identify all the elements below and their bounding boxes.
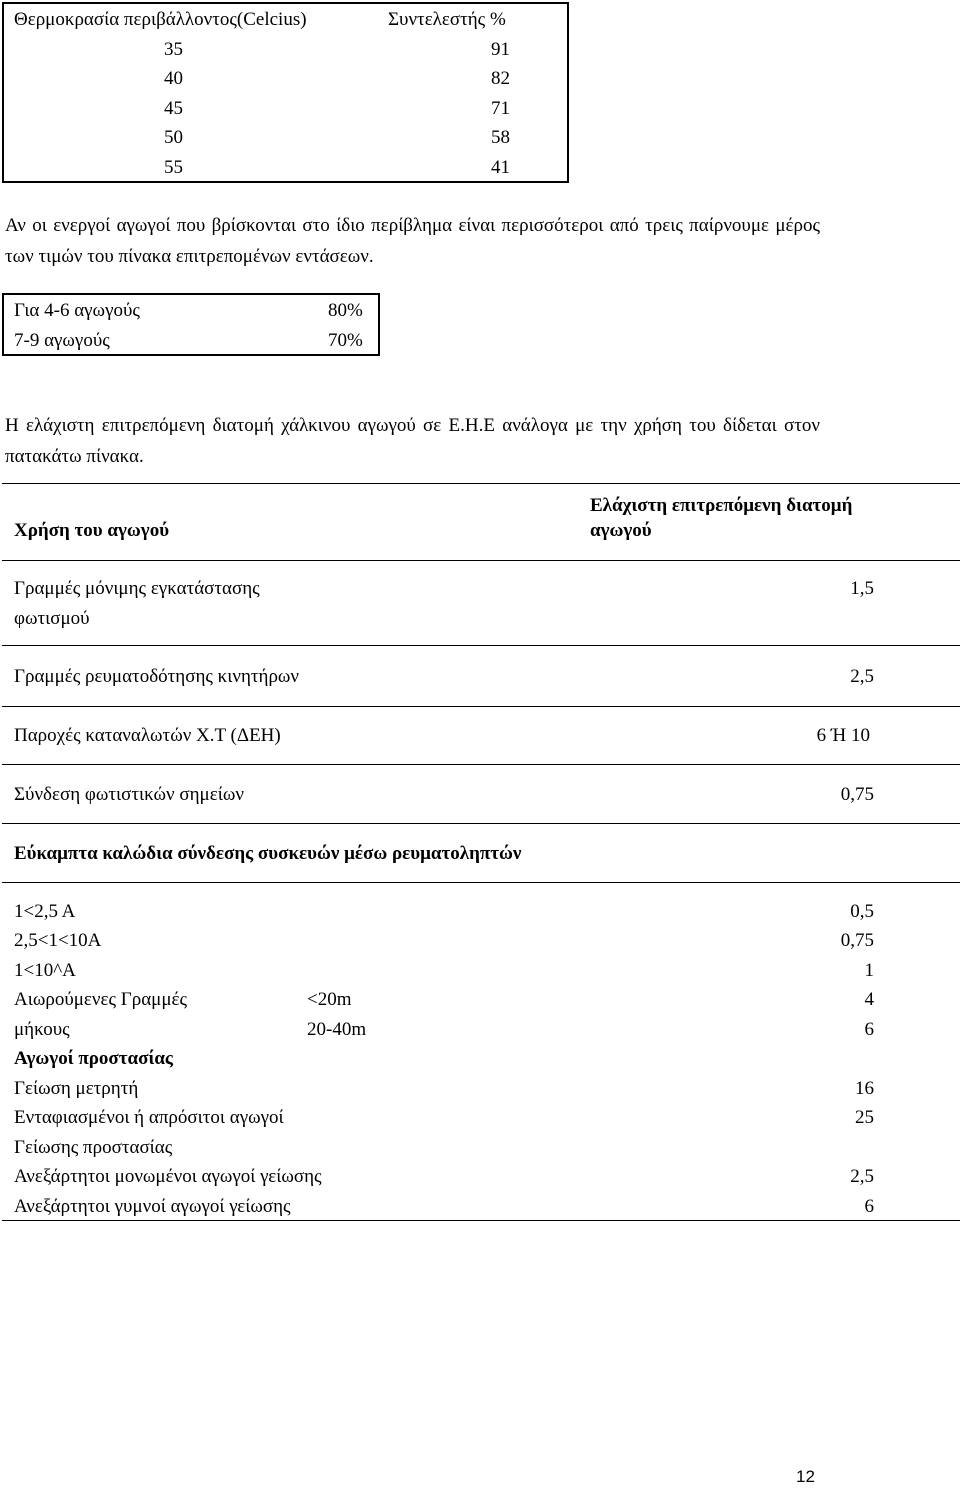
section-value: 16 <box>855 1078 874 1099</box>
protection-label: Ενταφιασμένοι ή απρόσιτοι αγωγοί <box>14 1107 284 1128</box>
table-bottom-rule <box>2 1220 960 1221</box>
protection-label: Γείωσης προστασίας <box>14 1137 173 1158</box>
page-number: 12 <box>796 1467 815 1486</box>
row-divider <box>2 882 960 883</box>
use-label-cont: φωτισμού <box>14 608 90 629</box>
section-value: 0,5 <box>850 901 874 922</box>
section-value: 2,5 <box>850 666 874 687</box>
current-range-label: 1<2,5 A <box>14 901 76 922</box>
row-divider <box>2 823 960 824</box>
section-column-header-cont: αγωγού <box>590 520 652 541</box>
min-section-paragraph: Η ελάχιστη επιτρεπόμενη διατομή χάλκινου αγωγού σε Ε.Η.Ε ανάλογα με την χρήση του δίδεται στον πατακάτω πίνακα. <box>5 415 820 467</box>
temperature-column-header: Θερμοκρασία περιβάλλοντος(Celcius) <box>14 9 307 30</box>
protection-label: Ανεξάρτητοι γυμνοί αγωγοί γείωσης <box>14 1196 291 1217</box>
aerial-lines-label-cont: μήκους <box>14 1019 70 1040</box>
factor-cell: 41 <box>491 157 510 178</box>
use-column-header: Χρήση του αγωγού <box>14 520 170 541</box>
section-value: 1,5 <box>850 578 874 599</box>
section-value: 1 <box>864 960 874 981</box>
table-top-rule <box>2 483 960 484</box>
section-value: 25 <box>855 1107 874 1128</box>
temperature-cell: 55 <box>164 157 183 178</box>
current-range-label: 2,5<1<10A <box>14 930 102 951</box>
temperature-cell: 40 <box>164 68 183 89</box>
section-value: 6 <box>864 1196 874 1217</box>
factor-cell: 82 <box>491 68 510 89</box>
protection-label: Γείωση μετρητή <box>14 1078 139 1099</box>
current-range-label: 1<10^A <box>14 960 76 981</box>
use-label: Γραμμές ρευματοδότησης κινητήρων <box>14 666 300 687</box>
protection-conductors-heading: Αγωγοί προστασίας <box>14 1048 173 1069</box>
group-value: 80% <box>328 300 363 321</box>
section-value: 6 <box>864 1019 874 1040</box>
aerial-length-range: <20m <box>307 989 352 1010</box>
row-divider <box>2 645 960 646</box>
row-divider <box>2 706 960 707</box>
factor-column-header: Συντελεστής % <box>388 9 506 30</box>
row-divider <box>2 764 960 765</box>
section-column-header: Ελάχιστη επιτρεπόμενη διατομή <box>590 495 853 516</box>
protection-label: Ανεξάρτητοι μονωμένοι αγωγοί γείωσης <box>14 1166 322 1187</box>
factor-cell: 71 <box>491 98 510 119</box>
group-value: 70% <box>328 330 363 351</box>
temperature-cell: 50 <box>164 127 183 148</box>
flex-cables-heading: Εύκαμπτα καλώδια σύνδεσης συσκευών μέσω ρευματοληπτών <box>14 843 522 864</box>
temperature-cell: 45 <box>164 98 183 119</box>
section-value: 2,5 <box>850 1166 874 1187</box>
section-value: 6 Ή 10 <box>816 725 870 746</box>
aerial-lines-label: Αιωρούμενες Γραμμές <box>14 989 188 1010</box>
aerial-length-range: 20-40m <box>307 1019 367 1040</box>
group-label: Για 4-6 αγωγούς <box>14 300 140 321</box>
group-label: 7-9 αγωγούς <box>14 330 110 351</box>
use-label: Σύνδεση φωτιστικών σημείων <box>14 784 244 805</box>
use-label: Γραμμές μόνιμης εγκατάστασης <box>14 578 260 599</box>
use-label: Παροχές καταναλωτών Χ.Τ (ΔΕΗ) <box>14 725 281 746</box>
section-value: 4 <box>864 989 874 1010</box>
factor-cell: 91 <box>491 39 510 60</box>
header-divider <box>2 560 960 561</box>
section-value: 0,75 <box>840 784 874 805</box>
conductor-group-paragraph: Αν οι ενεργοί αγωγοί που βρίσκονται στο ίδιο περίβλημα είναι περισσότεροι από τρεις παίρνουμε μέρος των τιμών του πίνακα επιτρεπομένων εντάσεων. <box>5 215 820 267</box>
factor-cell: 58 <box>491 127 510 148</box>
temperature-cell: 35 <box>164 39 183 60</box>
section-value: 0,75 <box>840 930 874 951</box>
